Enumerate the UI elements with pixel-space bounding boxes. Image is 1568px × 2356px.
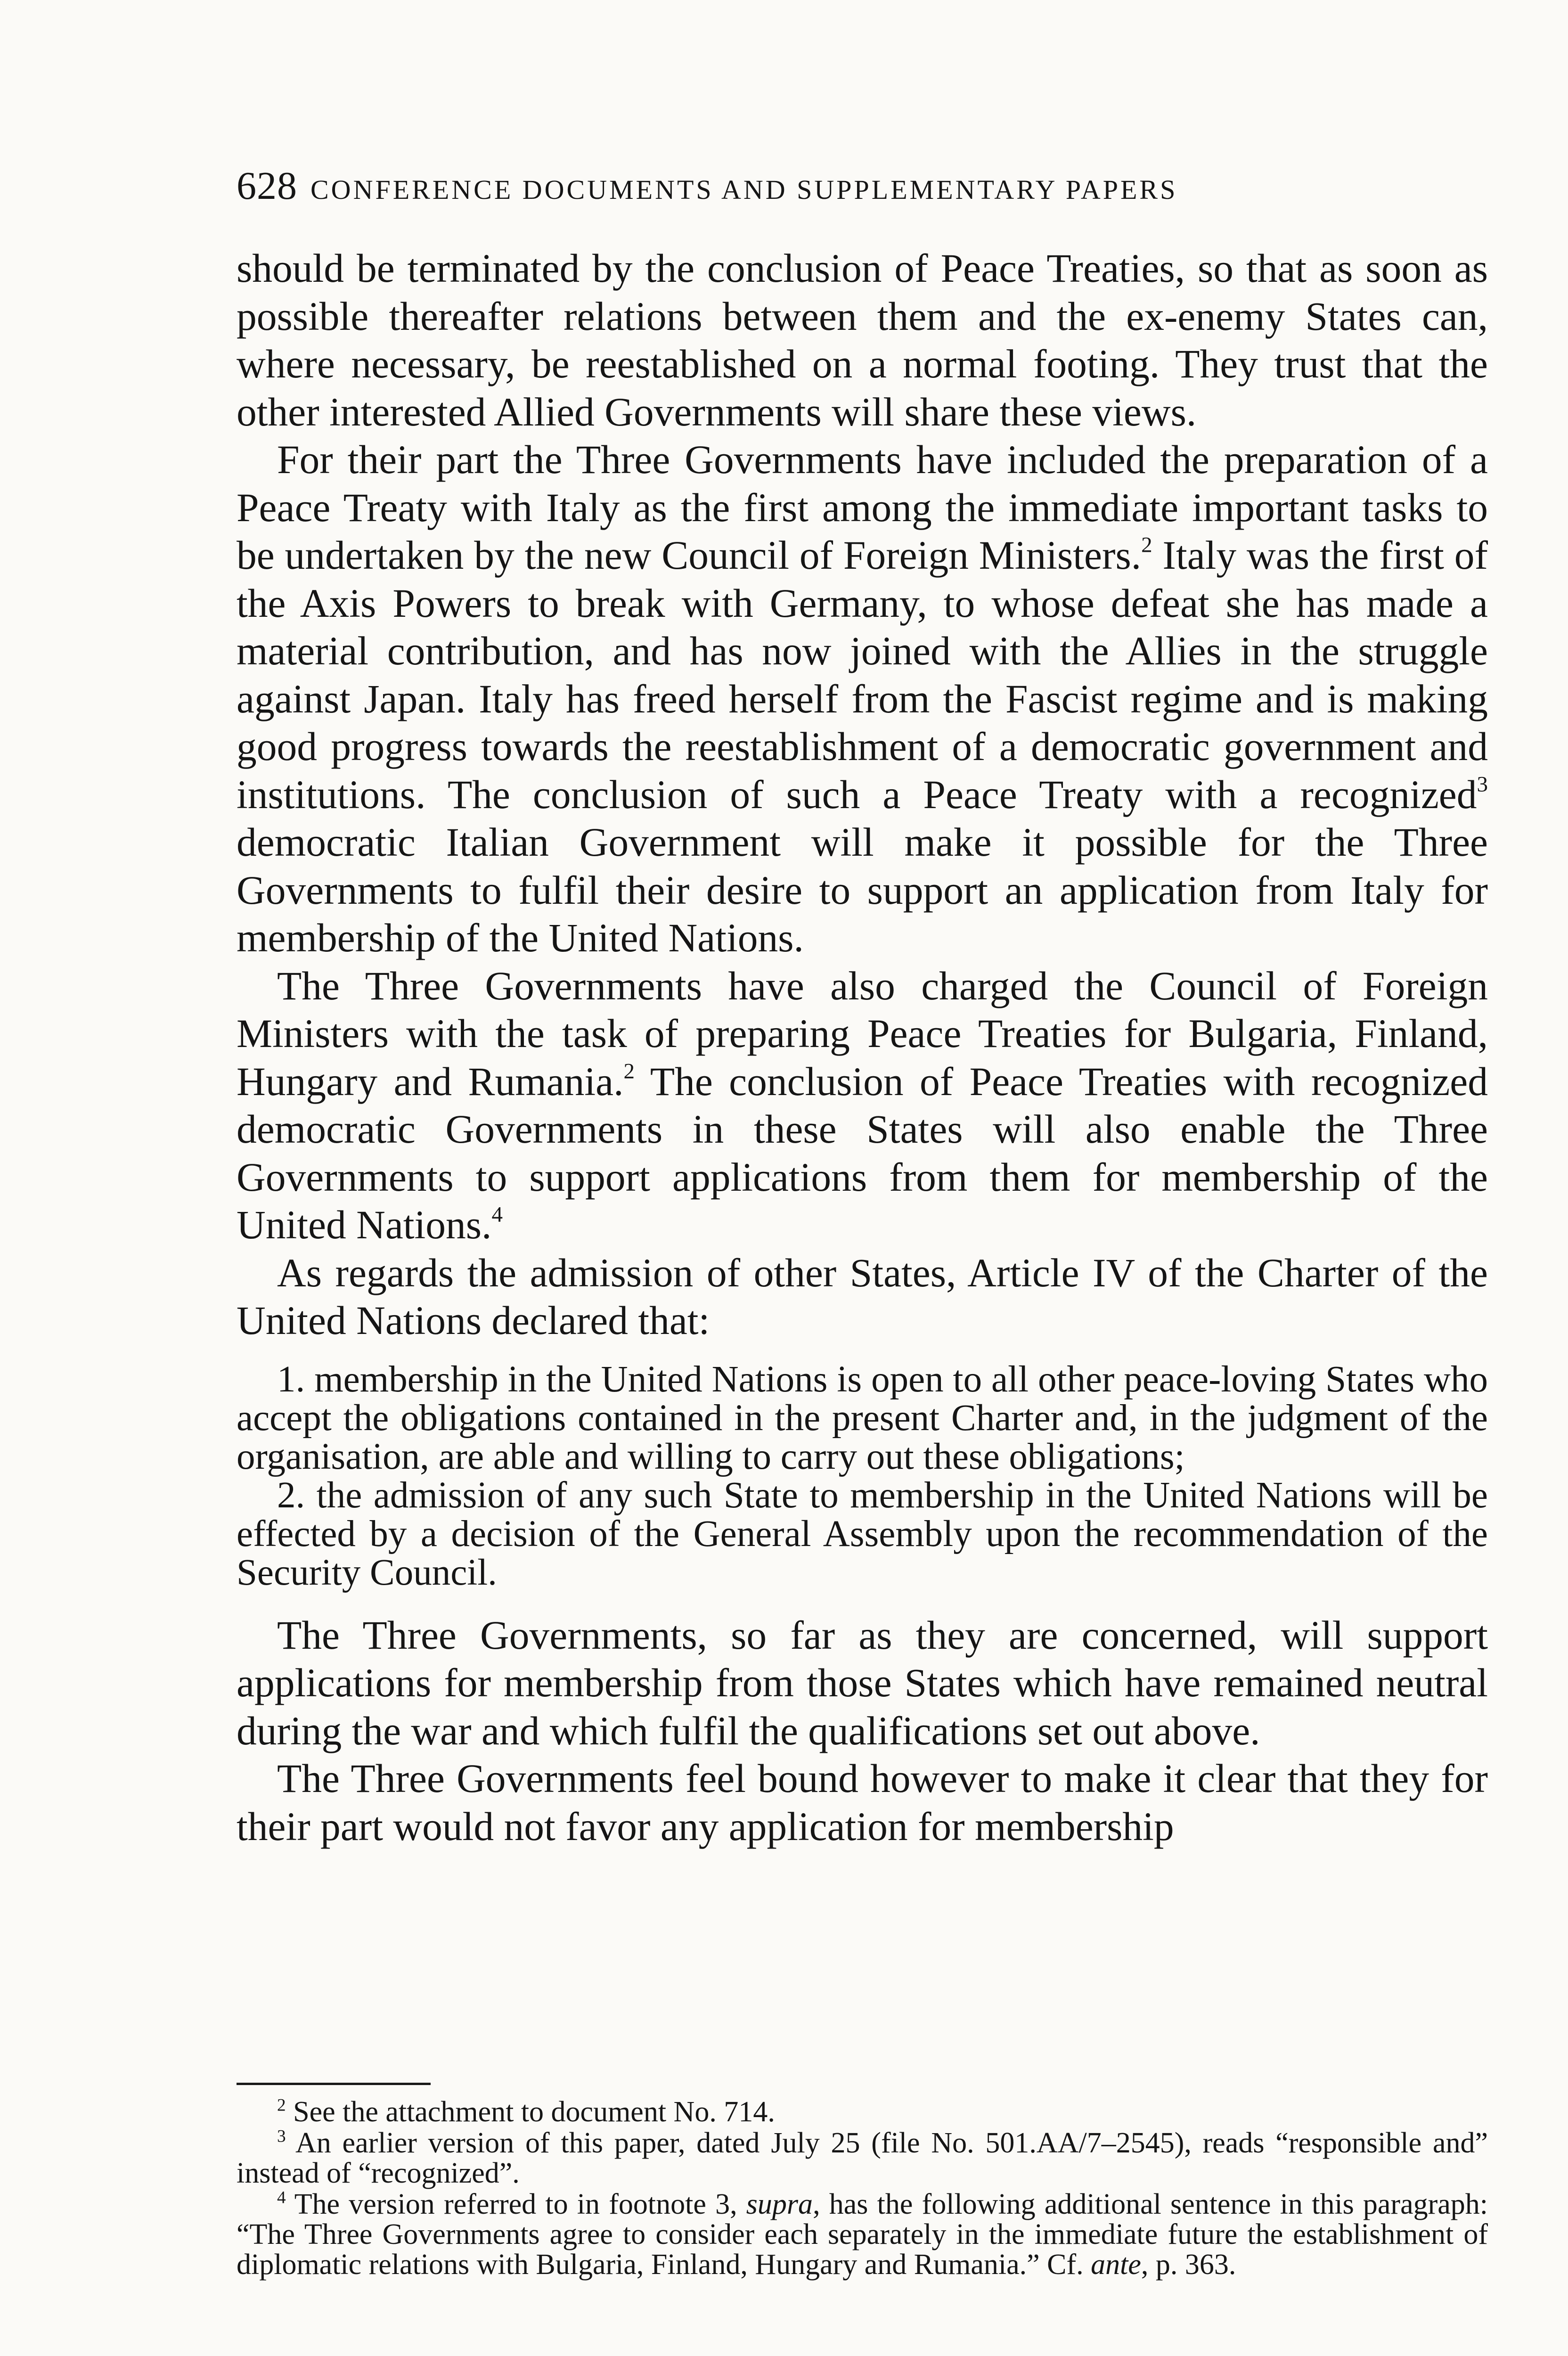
body-text <box>237 245 1488 1851</box>
paragraph-text: The Three Governments have also charged the Council of Foreign Ministers with the task of preparing Peace Treaties for Bulgaria, Finland, Hungary and Rumania. <box>237 964 1488 1104</box>
paragraph <box>237 436 1488 963</box>
footnote <box>237 2097 1488 2127</box>
footnote-mark: 4 <box>277 2188 286 2208</box>
footnote-italic: supra <box>746 2188 813 2220</box>
footnote-ref[interactable]: 2 <box>623 1059 635 1084</box>
paragraph-text: The Three Governments, so far as they are concerned, will support applications for membership from those States which have remained neutral during the war and which fulfil the qualifications set out above. <box>237 1613 1488 1753</box>
footnote-text: The version referred to in footnote 3, <box>294 2188 746 2220</box>
paragraph-text: The conclusion of Peace Treaties with recognized democratic Governments in these States will also enable the Three Governments to support applications from them for membership of the United Nations. <box>237 1059 1488 1247</box>
footnote-ref[interactable]: 2 <box>1141 532 1152 557</box>
paragraph-text: democratic Italian Government will make it possible for the Three Governments to fulfil their desire to support an application from Italy for membership of the United Nations. <box>237 820 1488 960</box>
footnote-text: , has the following additional sentence in this paragraph: “The Three Governments agree to consider each separately in the immediate future the establishment of diplomatic relations with Bulgaria, Finland, Hungary and Rumania.” Cf. <box>237 2188 1488 2281</box>
paragraph-text: As regards the admission of other States, Article IV of the Charter of the United Nations declared that: <box>237 1251 1488 1343</box>
footnotes <box>237 2097 1488 2281</box>
paragraph-text: The Three Governments feel bound however to make it clear that they for their part would not favor any application for membership <box>237 1757 1488 1849</box>
footnote-text: , p. 363. <box>1141 2249 1236 2281</box>
paragraph-text: should be terminated by the conclusion of Peace Treaties, so that as soon as possible thereafter relations between them and the ex-enemy States can, where necessary, be reestablished on a normal footing. They trust that the other interested Allied Governments will share these views. <box>237 246 1488 434</box>
paragraph-text: For their part the Three Governments have included the preparation of a Peace Treaty with Italy as the first among the immediate important tasks to be undertaken by the new Council of Foreign Ministers. <box>237 438 1488 578</box>
paragraph <box>237 963 1488 1250</box>
running-title: CONFERENCE DOCUMENTS AND SUPPLEMENTARY PAPERS <box>310 174 1178 205</box>
footnote <box>237 2189 1488 2280</box>
quote-item: 1. membership in the United Nations is open to all other peace-loving States who accept the obligations contained in the present Charter and, in the judgment of the organisation, are able and willing to carry out these obligations; <box>237 1358 1488 1477</box>
charter-quote <box>237 1360 1488 1592</box>
paragraph-text: Italy was the first of the Axis Powers to break with Germany, to whose defeat she has made a material contribution, and has now joined with the Allies in the struggle against Japan. Italy has freed herself from the Fascist regime and is making good progress towards the reestablishment of a democratic government and institutions. The conclusion of such a Peace Treaty with a recognized <box>237 533 1488 817</box>
footnote-italic: ante <box>1091 2249 1141 2281</box>
footnote-text: See the attachment to document No. 714. <box>293 2096 775 2128</box>
footnote-text: An earlier version of this paper, dated July 25 (file No. 501.AA/7–2545), reads “responsible and” instead of “recognized”. <box>237 2127 1488 2189</box>
footnote-mark: 3 <box>277 2127 286 2146</box>
page-number: 628 <box>237 164 297 208</box>
footnote <box>237 2128 1488 2188</box>
footnote-ref[interactable]: 4 <box>491 1202 503 1227</box>
paragraph <box>237 1755 1488 1851</box>
footnote-mark: 2 <box>277 2095 286 2115</box>
paragraph <box>237 245 1488 436</box>
paragraph <box>237 1250 1488 1345</box>
page-header <box>237 164 1488 209</box>
paragraph <box>237 1612 1488 1756</box>
quote-item: 2. the admission of any such State to membership in the United Nations will be effected by a decision of the General Assembly upon the recommendation of the Security Council. <box>237 1474 1488 1593</box>
footnote-rule <box>237 2083 431 2085</box>
footnote-ref[interactable]: 3 <box>1477 772 1488 797</box>
